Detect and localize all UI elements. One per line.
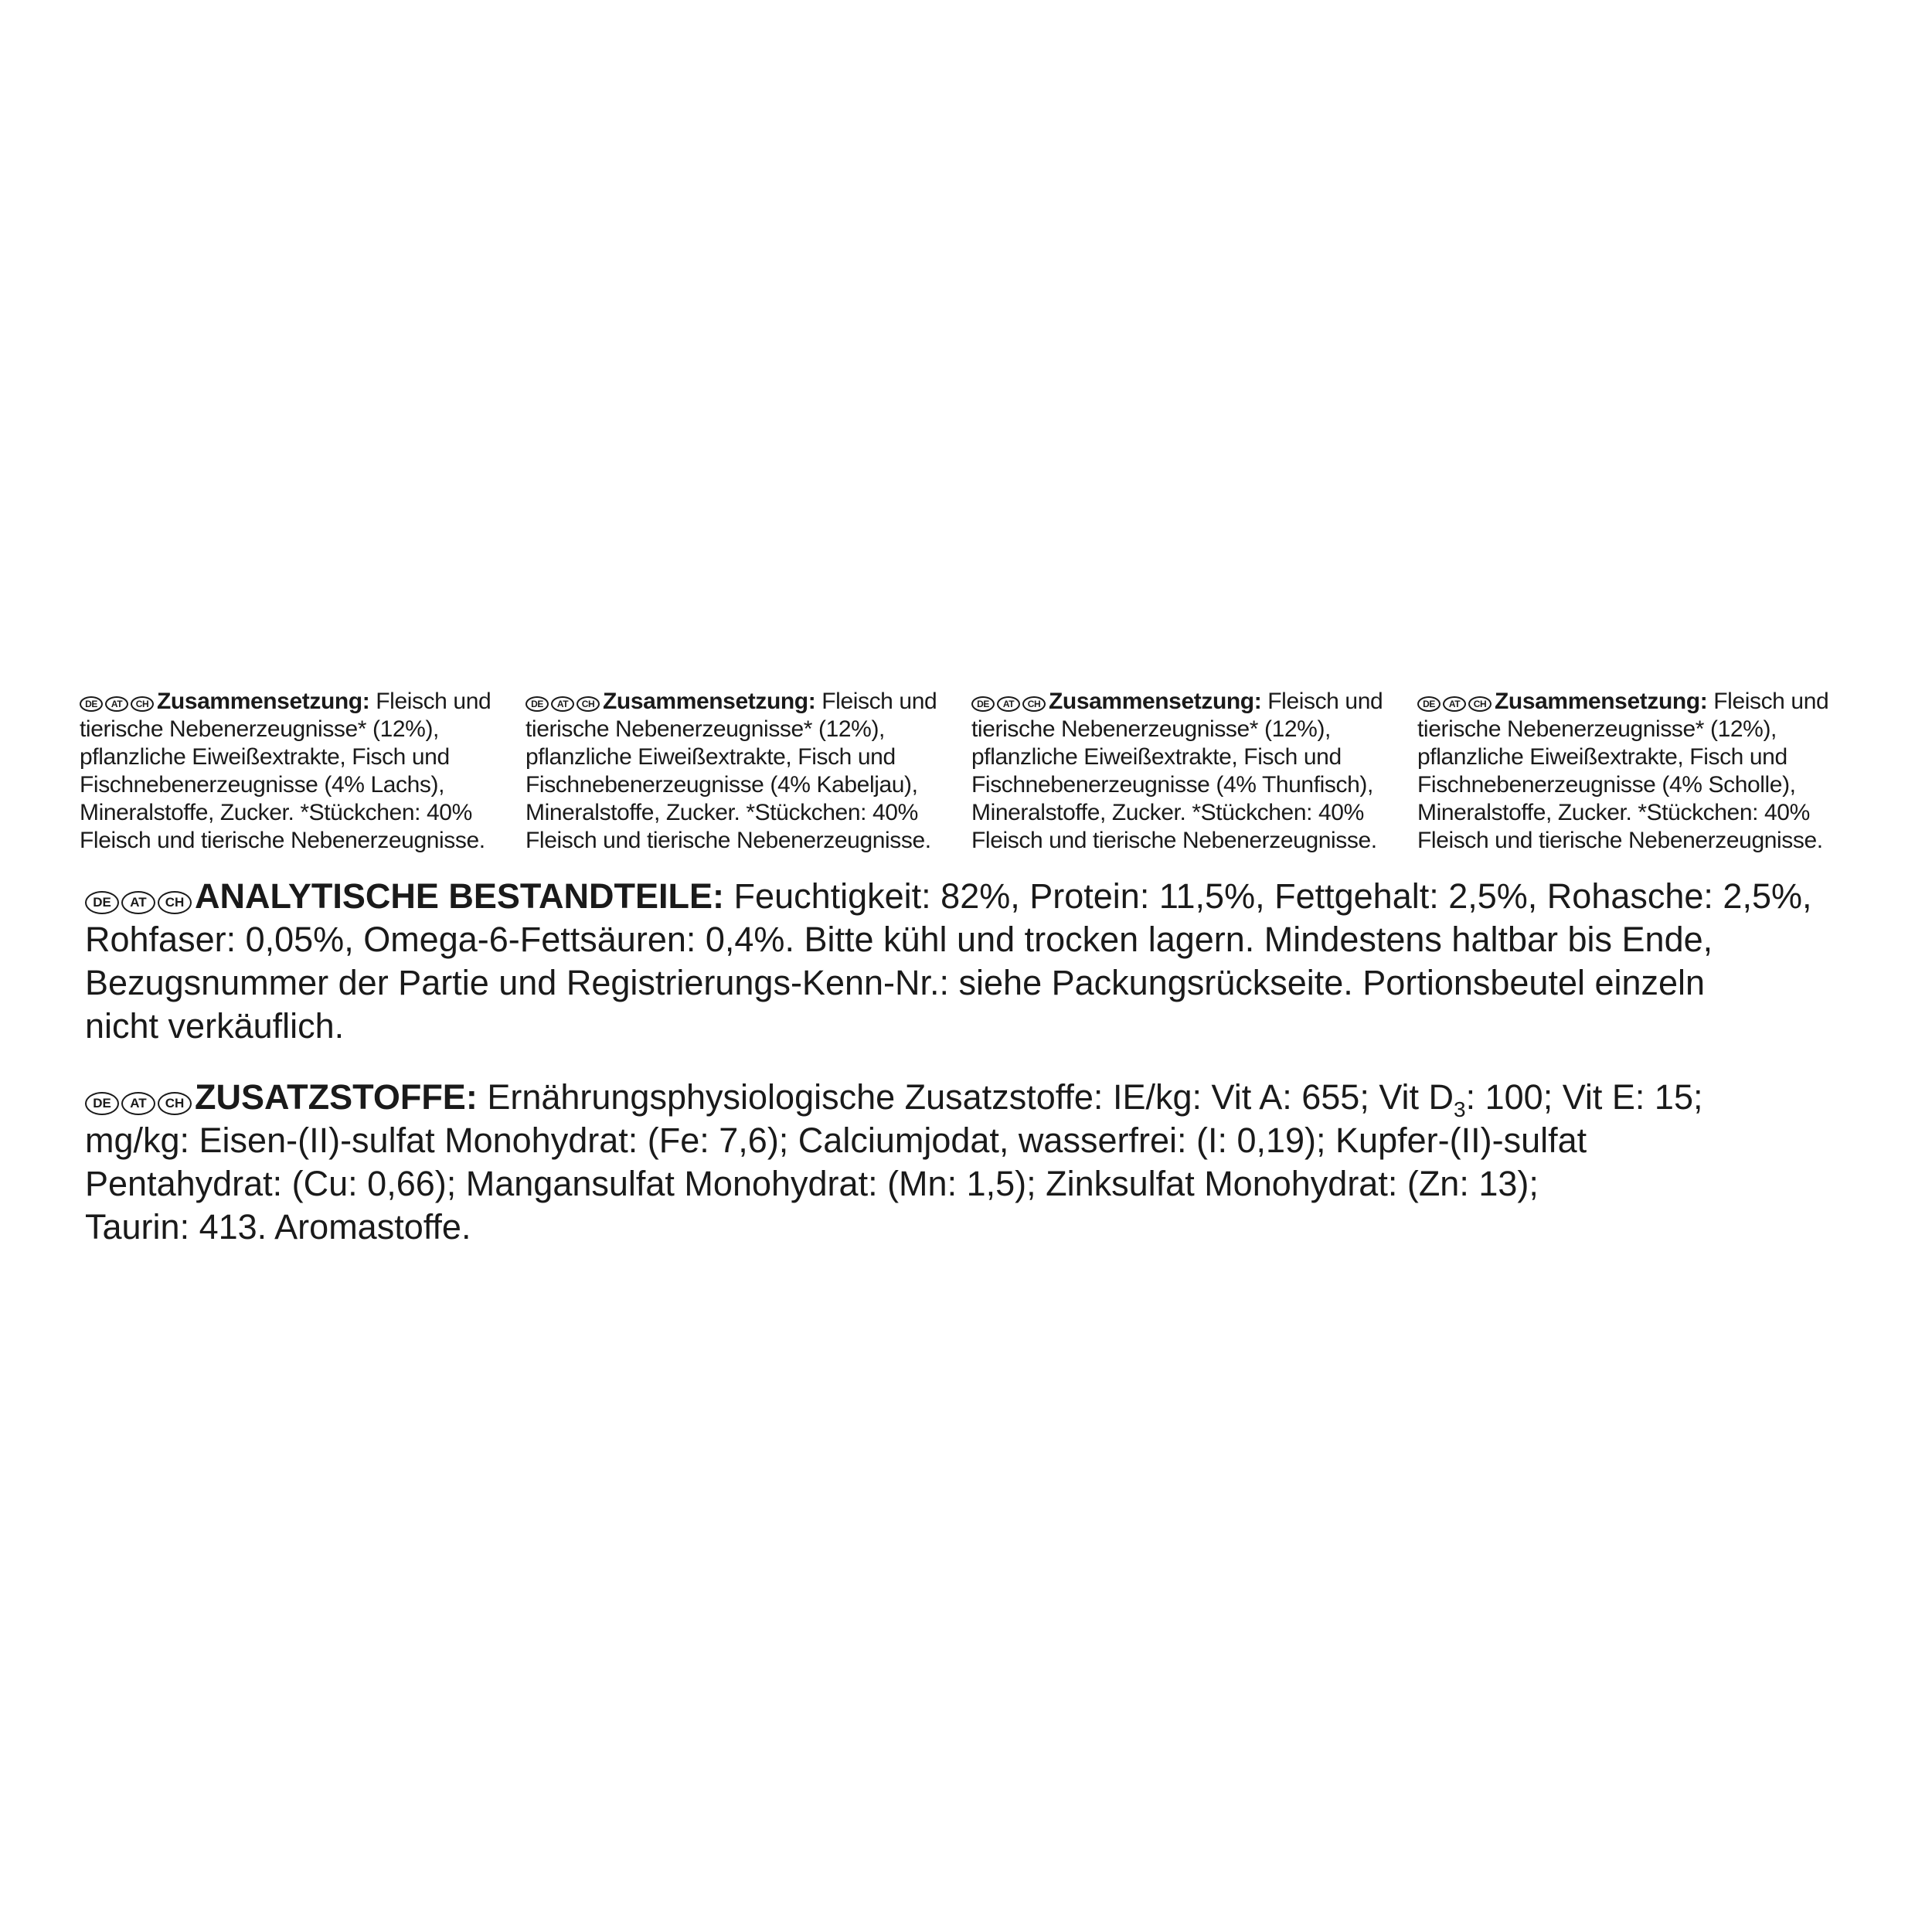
composition-columns (80, 688, 1863, 855)
country-flags (80, 696, 154, 712)
composition-line: Fischnebenerzeugnisse (4% Lachs), (80, 772, 445, 798)
additives-line: Pentahydrat: (Cu: 0,66); Mangansulfat Monohydrat: (Mn: 1,5); Zinksulfat Monohydrat: (Zn: 13); (85, 1164, 1539, 1203)
additives-line: Taurin: 413. Aromastoffe. (85, 1207, 471, 1247)
country-flags (526, 696, 600, 712)
composition-line: Fleisch und (1261, 689, 1383, 714)
analytics-line: Bezugsnummer der Partie und Registrierungs-Kenn-Nr.: siehe Packungsrückseite. Portionsbeutel einzeln (85, 963, 1706, 1002)
composition-column-plaice (1417, 688, 1863, 855)
additives-line: : 100; Vit E: 15; (1465, 1077, 1703, 1117)
composition-line: pflanzliche Eiweißextrakte, Fisch und (1417, 744, 1787, 770)
composition-line: tierische Nebenerzeugnisse* (12%), (526, 716, 885, 742)
country-badge-ch: CH (131, 696, 154, 712)
composition-line: Fleisch und tierische Nebenerzeugnisse. (971, 828, 1377, 853)
composition-line: Fleisch und (369, 689, 492, 714)
country-badge-ch: CH (158, 891, 192, 914)
composition-line: Fleisch und tierische Nebenerzeugnisse. (526, 828, 931, 853)
country-badge-de: DE (80, 696, 103, 712)
country-badge-at: AT (1443, 696, 1466, 712)
additives-line: Ernährungsphysiologische Zusatzstoffe: IE/kg: Vit A: 655; Vit D (477, 1077, 1454, 1117)
composition-line: pflanzliche Eiweißextrakte, Fisch und (971, 744, 1342, 770)
country-badge-ch: CH (1022, 696, 1046, 712)
additives-subscript: 3 (1454, 1097, 1466, 1121)
country-badge-de: DE (85, 891, 119, 914)
composition-column-cod (526, 688, 971, 855)
analytics-line: Rohfaser: 0,05%, Omega-6-Fettsäuren: 0,4%. Bitte kühl und trocken lagern. Mindestens haltbar bis Ende, (85, 920, 1713, 959)
composition-line: Fleisch und tierische Nebenerzeugnisse. (1417, 828, 1823, 853)
analytics-line: Feuchtigkeit: 82%, Protein: 11,5%, Fettgehalt: 2,5%, Rohasche: 2,5%, (724, 876, 1812, 916)
composition-line: Mineralstoffe, Zucker. *Stückchen: 40% (971, 800, 1364, 825)
country-badge-at: AT (997, 696, 1020, 712)
composition-line: tierische Nebenerzeugnisse* (12%), (80, 716, 439, 742)
composition-heading: Zusammensetzung: (157, 689, 370, 714)
analytical-constituents-block (85, 875, 1893, 1048)
country-badge-ch: CH (1468, 696, 1492, 712)
composition-line: Fleisch und tierische Nebenerzeugnisse. (80, 828, 485, 853)
country-flags (85, 891, 192, 914)
composition-column-salmon (80, 688, 526, 855)
country-flags (971, 696, 1046, 712)
additives-line: mg/kg: Eisen-(II)-sulfat Monohydrat: (Fe: 7,6); Calciumjodat, wasserfrei: (I: 0,19); Kupfer-(II)-sulfat (85, 1121, 1587, 1160)
composition-line: tierische Nebenerzeugnisse* (12%), (971, 716, 1331, 742)
country-badge-at: AT (121, 891, 155, 914)
composition-line: Fleisch und (815, 689, 937, 714)
composition-line: tierische Nebenerzeugnisse* (12%), (1417, 716, 1777, 742)
composition-line: Fischnebenerzeugnisse (4% Kabeljau), (526, 772, 918, 798)
composition-line: Mineralstoffe, Zucker. *Stückchen: 40% (1417, 800, 1810, 825)
analytics-heading: ANALYTISCHE BESTANDTEILE: (195, 876, 725, 916)
composition-heading: Zusammensetzung: (603, 689, 816, 714)
composition-line: Fleisch und (1707, 689, 1829, 714)
country-badge-de: DE (1417, 696, 1440, 712)
country-badge-de: DE (85, 1092, 119, 1115)
country-flags (1417, 696, 1492, 712)
country-badge-at: AT (105, 696, 128, 712)
country-badge-de: DE (526, 696, 549, 712)
analytics-line: nicht verkäuflich. (85, 1006, 345, 1046)
country-badge-ch: CH (577, 696, 600, 712)
country-flags (85, 1092, 192, 1115)
additives-block (85, 1076, 1893, 1249)
composition-heading: Zusammensetzung: (1495, 689, 1708, 714)
composition-line: pflanzliche Eiweißextrakte, Fisch und (80, 744, 450, 770)
country-badge-de: DE (971, 696, 995, 712)
additives-heading: ZUSATZSTOFFE: (195, 1077, 478, 1117)
composition-line: Fischnebenerzeugnisse (4% Thunfisch), (971, 772, 1373, 798)
composition-line: Fischnebenerzeugnisse (4% Scholle), (1417, 772, 1796, 798)
country-badge-at: AT (551, 696, 574, 712)
composition-line: Mineralstoffe, Zucker. *Stückchen: 40% (80, 800, 472, 825)
composition-heading: Zusammensetzung: (1049, 689, 1262, 714)
composition-line: pflanzliche Eiweißextrakte, Fisch und (526, 744, 896, 770)
composition-line: Mineralstoffe, Zucker. *Stückchen: 40% (526, 800, 918, 825)
country-badge-at: AT (121, 1092, 155, 1115)
composition-column-tuna (971, 688, 1417, 855)
country-badge-ch: CH (158, 1092, 192, 1115)
